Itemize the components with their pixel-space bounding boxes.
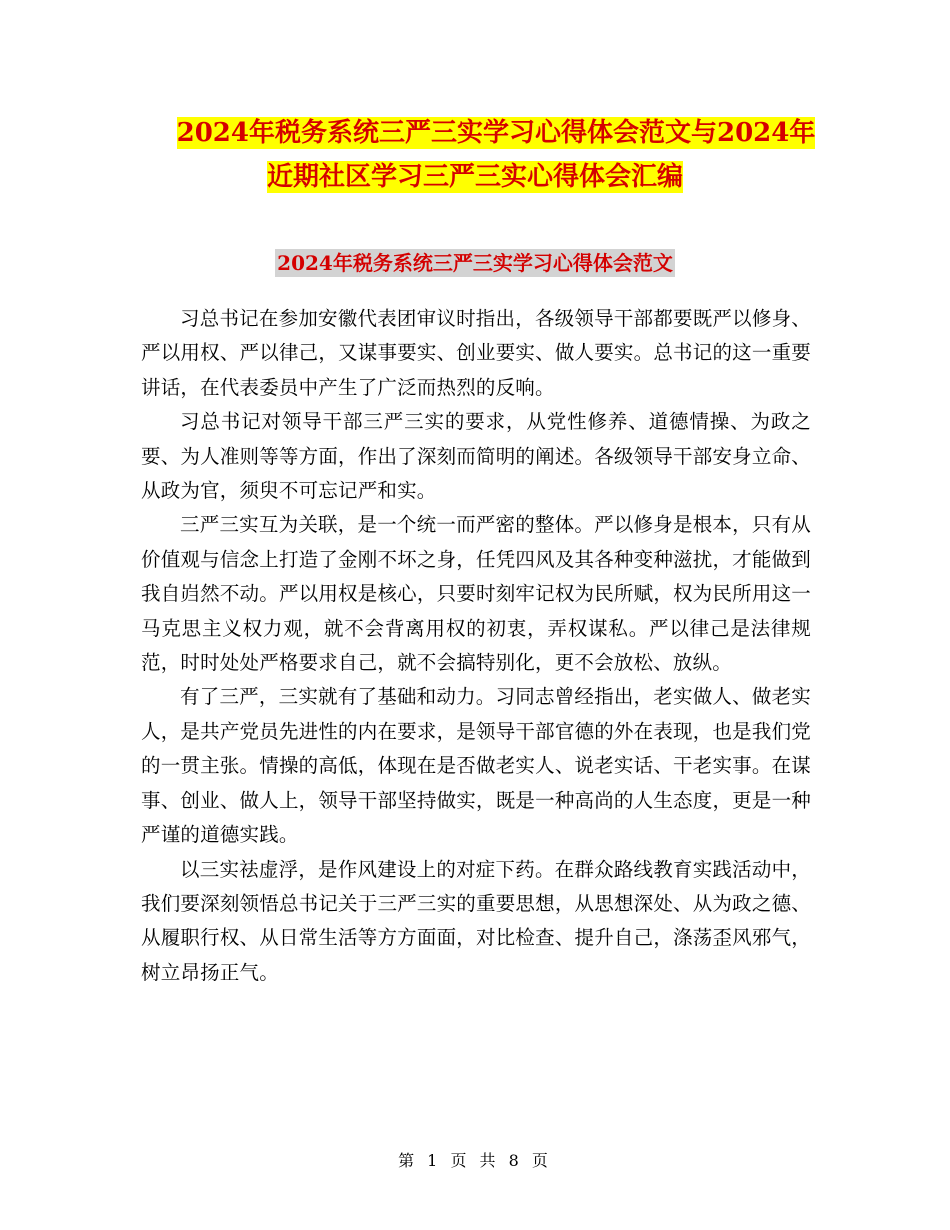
paragraph: 以三实祛虚浮，是作风建设上的对症下药。在群众路线教育实践活动中，我们要深刻领悟总书记关于三严三实的重要思想，从思想深处、从为政之德、从履职行权、从日常生活等方方面面，对比检查、提升自己，涤荡歪风邪气，树立昂扬正气。 <box>141 857 811 984</box>
paragraph: 习总书记在参加安徽代表团审议时指出，各级领导干部都要既严以修身、严以用权、严以律己，又谋事要实、创业要实、做人要实。总书记的这一重要讲话，在代表委员中产生了广泛而热烈的反响。 <box>141 307 811 399</box>
body-text <box>141 302 811 990</box>
section-title-text: 2024年税务系统三严三实学习心得体会范文 <box>277 251 673 275</box>
section-heading <box>0 248 950 278</box>
paragraph: 三严三实互为关联，是一个统一而严密的整体。严以修身是根本，只有从价值观与信念上打造了金刚不坏之身，任凭四风及其各种变种滋扰，才能做到我自岿然不动。严以用权是核心，只要时刻牢记权为民所赋，权为民所用这一马克思主义权力观，就不会背离用权的初衷，弄权谋私。严以律己是法律规范，时时处处严格要求自己，就不会搞特别化，更不会放松、放纵。 <box>141 513 811 675</box>
title-line-1: 2024年税务系统三严三实学习心得体会范文与2024年 <box>176 118 816 148</box>
title-line-2: 近期社区学习三严三实心得体会汇编 <box>266 162 683 192</box>
paragraph: 习总书记对领导干部三严三实的要求，从党性修养、道德情操、为政之要、为人准则等等方面，作出了深刻而简明的阐述。各级领导干部安身立命、从政为官，须臾不可忘记严和实。 <box>141 410 811 503</box>
document-title <box>0 112 950 198</box>
paragraph: 有了三严，三实就有了基础和动力。习同志曾经指出，老实做人、做老实人，是共产党员先进性的内在要求，是领导干部官德的外在表现，也是我们党的一贯主张。情操的高低，体现在是否做老实人、说老实话、干老实事。在谋事、创业、做人上，领导干部坚持做实，既是一种高尚的人生态度，更是一种严谨的道德实践。 <box>141 685 811 847</box>
page-footer: 第 1 页 共 8 页 <box>398 1151 552 1170</box>
